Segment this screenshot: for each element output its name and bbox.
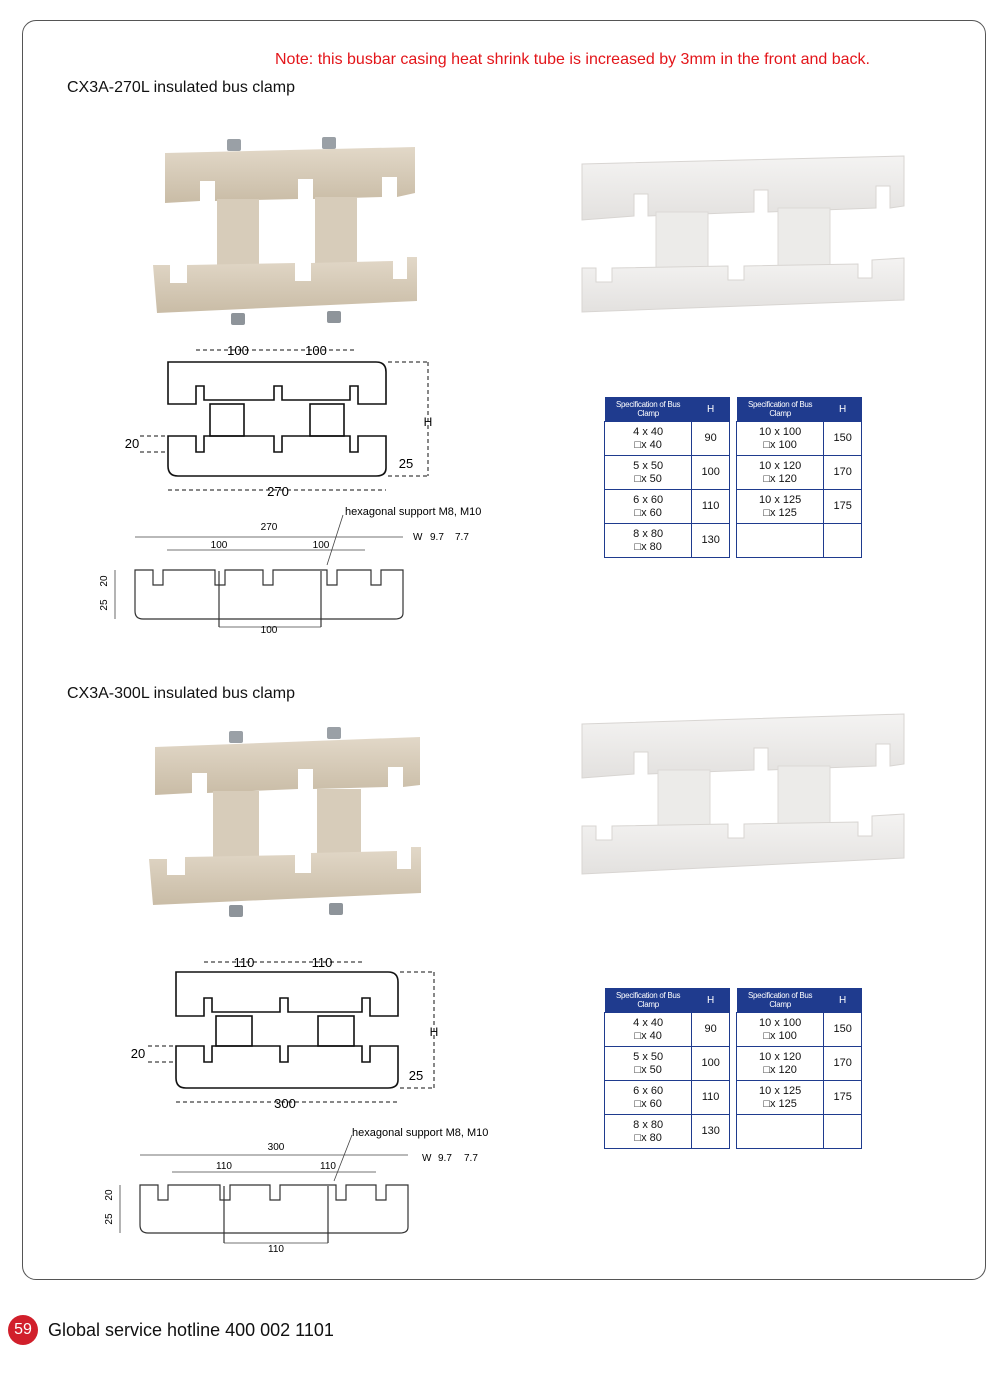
spec-table-left	[604, 988, 730, 1149]
table-row	[737, 524, 862, 558]
section-title: CX3A-300L insulated bus clamp	[67, 685, 295, 702]
dim-depth-25: 25	[398, 456, 414, 471]
side-v25: 25	[99, 599, 110, 611]
table-row: 4 x 40 □x 40 90	[605, 422, 730, 456]
table-row: 5 x 50 □x 50 100	[605, 456, 730, 490]
front-dimension-drawing	[118, 340, 438, 505]
side-w: W	[422, 1153, 432, 1164]
table-row: 10 x 125 □x 125 175	[737, 1081, 862, 1115]
table-row: 6 x 60 □x 60 110	[605, 1081, 730, 1115]
side-w: W	[413, 532, 423, 543]
col-h: H	[824, 397, 862, 422]
side-pitch-1: 110	[216, 1161, 232, 1172]
side-v20: 20	[99, 575, 110, 587]
table-row: 6 x 60 □x 60 110	[605, 490, 730, 524]
side-pitch-2: 100	[312, 540, 330, 551]
side-bottom: 100	[260, 625, 278, 636]
side-w1: 9.7	[430, 532, 444, 543]
col-spec: Specification of Bus Clamp	[737, 988, 824, 1013]
dim-pitch-2: 100	[305, 343, 327, 358]
col-spec: Specification of Bus Clamp	[605, 397, 692, 422]
dim-pitch-1: 100	[227, 343, 249, 358]
dim-total: 300	[274, 1096, 296, 1111]
side-dimension-drawing	[100, 1125, 505, 1260]
table-row: 10 x 125 □x 125 175	[737, 490, 862, 524]
side-w2: 7.7	[455, 532, 469, 543]
section-title: CX3A-270L insulated bus clamp	[67, 79, 295, 96]
col-h: H	[692, 397, 730, 422]
side-dimension-drawing	[95, 506, 500, 645]
dim-thickness-20: 20	[124, 436, 140, 451]
col-h: H	[824, 988, 862, 1013]
side-total: 270	[260, 522, 278, 533]
table-row: 10 x 100 □x 100 150	[737, 422, 862, 456]
table-row	[737, 1115, 862, 1149]
white-clamp-photo	[578, 150, 908, 320]
side-w1: 9.7	[438, 1153, 452, 1164]
spec-table-left	[604, 397, 730, 558]
front-dimension-drawing	[118, 950, 448, 1115]
dim-h: H	[423, 415, 433, 429]
table-row: 4 x 40 □x 40 90	[605, 1013, 730, 1047]
service-hotline: Global service hotline 400 002 1101	[48, 1320, 334, 1340]
dim-pitch-2: 110	[311, 955, 333, 970]
side-bottom: 110	[268, 1244, 284, 1255]
table-row: 10 x 100 □x 100 150	[737, 1013, 862, 1047]
spec-table-right	[736, 397, 862, 558]
side-total: 300	[267, 1142, 285, 1153]
col-h: H	[692, 988, 730, 1013]
side-w2: 7.7	[464, 1153, 478, 1164]
beige-clamp-photo	[145, 135, 425, 330]
dim-pitch-1: 110	[233, 955, 255, 970]
table-row: 8 x 80 □x 80 130	[605, 524, 730, 558]
side-v20: 20	[104, 1189, 115, 1201]
beige-clamp-photo	[145, 725, 430, 920]
side-pitch-2: 110	[320, 1161, 336, 1172]
note-text: Note: this busbar casing heat shrink tube is increased by 3mm in the front and back.	[275, 51, 870, 68]
dim-total: 270	[267, 484, 289, 499]
side-v25: 25	[104, 1213, 115, 1225]
support-label: hexagonal support M8, M10	[352, 1127, 489, 1139]
support-label: hexagonal support M8, M10	[345, 506, 482, 518]
table-row: 10 x 120 □x 120 170	[737, 456, 862, 490]
table-row: 8 x 80 □x 80 130	[605, 1115, 730, 1149]
table-row: 10 x 120 □x 120 170	[737, 1047, 862, 1081]
col-spec: Specification of Bus Clamp	[737, 397, 824, 422]
white-clamp-photo	[578, 710, 908, 880]
dim-depth-25: 25	[408, 1068, 424, 1083]
table-row: 5 x 50 □x 50 100	[605, 1047, 730, 1081]
side-pitch-1: 100	[210, 540, 228, 551]
col-spec: Specification of Bus Clamp	[605, 988, 692, 1013]
page-number-badge: 59	[8, 1315, 38, 1345]
dim-thickness-20: 20	[130, 1046, 146, 1061]
dim-h: H	[429, 1025, 439, 1039]
spec-table-right	[736, 988, 862, 1149]
